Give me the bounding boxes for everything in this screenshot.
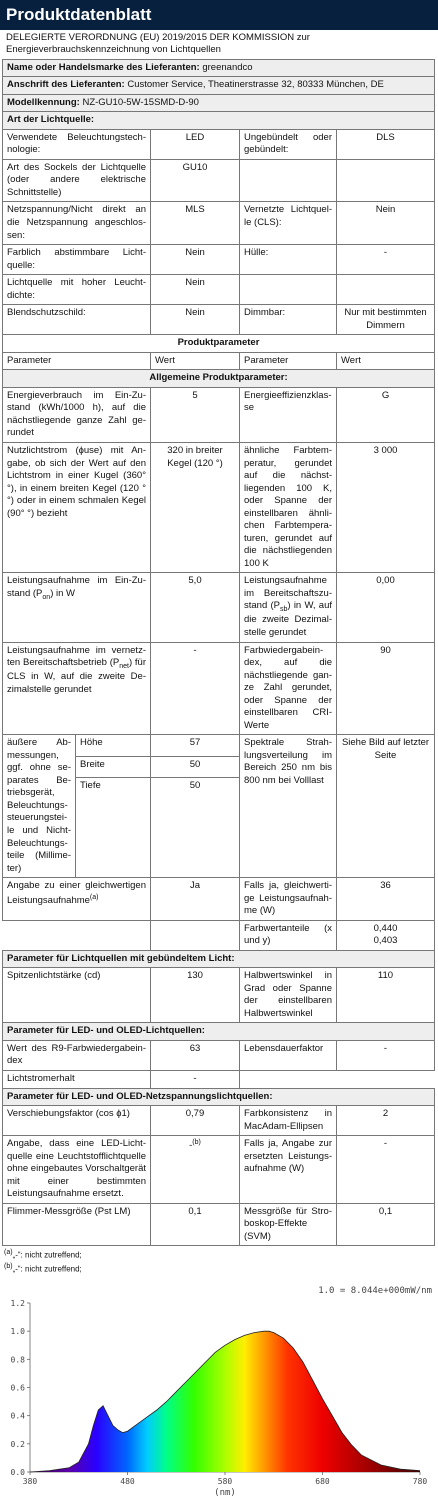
peak-intensity-label: Spitzenlichtstärke (cd) bbox=[3, 968, 151, 1023]
equivalent-watt-label: Falls ja, gleichwertige Leistungsaufnahme (W) bbox=[240, 878, 337, 921]
type-row bbox=[3, 245, 435, 275]
dimensions-label: äußere Abmessungen, ggf. ohne separates Betriebsgerät, Beleuchtungssteuerungsteile und Nicht-Beleuchtungsteile (Millimeter) bbox=[3, 735, 76, 878]
flicker-label: Flimmer-Messgröße (Pst LM) bbox=[3, 1203, 151, 1246]
page-title: Produktdatenblatt bbox=[0, 0, 438, 30]
regulation-line-1: DELEGIERTE VERORDNUNG (EU) 2019/2015 DER KOMMISSION zur bbox=[6, 32, 310, 43]
column-header-value-right: Wert bbox=[337, 352, 435, 370]
energy-row bbox=[3, 387, 435, 442]
dimension-height-value: 57 bbox=[151, 735, 240, 756]
type-section-header bbox=[3, 112, 435, 130]
column-header-value: Wert bbox=[151, 352, 240, 370]
led-section-header bbox=[3, 1023, 435, 1041]
spectrum-value: Siehe Bild auf letzter Seite bbox=[337, 735, 435, 878]
macadam-value: 2 bbox=[337, 1106, 435, 1136]
chromaticity-x: 0,440 bbox=[373, 922, 398, 934]
x-tick-label: 580 bbox=[217, 1477, 233, 1486]
type-section-title: Art der Lichtquelle: bbox=[3, 112, 435, 130]
x-tick-label: 380 bbox=[22, 1477, 38, 1486]
column-header-param: Parameter bbox=[3, 352, 151, 370]
footnotes bbox=[0, 1246, 438, 1277]
network-standby-subscript: net bbox=[119, 662, 129, 670]
product-section-title: Produktparameter bbox=[3, 335, 435, 353]
type-row bbox=[3, 305, 435, 335]
type-param-right: Ungebündelt oder gebündelt: bbox=[240, 129, 337, 159]
energy-class-label: Energieeffizienzklasse bbox=[240, 387, 337, 442]
type-param-right bbox=[240, 159, 337, 202]
on-power-row bbox=[3, 573, 435, 642]
lumen-maintenance-value: - bbox=[151, 1071, 240, 1089]
dimension-height-label: Höhe bbox=[76, 735, 151, 756]
model-value: NZ-GU10-5W-15SMD-D-90 bbox=[82, 96, 199, 108]
type-param-left: Blendschutzschild: bbox=[3, 305, 151, 335]
footnote-a-mark: (a) bbox=[4, 1249, 13, 1257]
network-standby-value: - bbox=[151, 642, 240, 735]
directional-section-header bbox=[3, 950, 435, 968]
replaced-power-label: Falls ja, Angabe zur ersetzten Leistungsaufnahme (W) bbox=[240, 1136, 337, 1204]
type-param-left: Art des Sockels der Lichtquelle (oder andere elektrische Schnittstelle) bbox=[3, 159, 151, 202]
chromaticity-row bbox=[3, 920, 435, 950]
network-power-row bbox=[3, 642, 435, 735]
directional-section-title: Parameter für Lichtquellen mit gebündeltem Licht: bbox=[3, 950, 435, 968]
lumen-maintenance-label: Lichtstromerhalt bbox=[3, 1071, 151, 1089]
r9-value: 63 bbox=[151, 1040, 240, 1070]
energy-consumption-value: 5 bbox=[151, 387, 240, 442]
cri-value: 90 bbox=[337, 642, 435, 735]
empty-cell bbox=[151, 920, 240, 950]
x-tick-label: 780 bbox=[412, 1477, 428, 1486]
color-temperature-value: 3 000 bbox=[337, 442, 435, 572]
y-tick-label: 0.8 bbox=[10, 1355, 25, 1365]
type-row bbox=[3, 129, 435, 159]
empty-cell bbox=[3, 920, 151, 950]
supplier-address-cell bbox=[3, 77, 435, 95]
y-tick-label: 0.0 bbox=[10, 1468, 25, 1477]
chromaticity-values bbox=[337, 920, 435, 950]
chromaticity-label: Farbwertanteile (x und y) bbox=[240, 920, 337, 950]
r9-label: Wert des R9-Farbwiedergabeindex bbox=[3, 1040, 151, 1070]
dimension-depth-label: Tiefe bbox=[76, 778, 151, 878]
spectrum-chart-svg bbox=[0, 1281, 438, 1498]
lifetime-factor-label: Lebensdauerfaktor bbox=[240, 1040, 337, 1070]
stroboscopic-label: Messgröße für Stroboskop-Effekte (SVM) bbox=[240, 1203, 337, 1246]
type-value-right: Nein bbox=[337, 202, 435, 245]
on-power-subscript: on bbox=[42, 593, 51, 601]
type-row bbox=[3, 159, 435, 202]
equivalent-power-row bbox=[3, 878, 435, 921]
type-param-left: Farblich abstimmbare Lichtquelle: bbox=[3, 245, 151, 275]
spectrum-area bbox=[30, 1331, 420, 1472]
flux-row bbox=[3, 442, 435, 572]
luminous-flux-value: 320 in breiter Kegel (120 °) bbox=[151, 442, 240, 572]
standby-power-label bbox=[240, 573, 337, 642]
type-value-right: Nur mit bestimmten Dimmern bbox=[337, 305, 435, 335]
supplier-address-label: Anschrift des Lieferanten: bbox=[7, 79, 125, 91]
model-row bbox=[3, 94, 435, 112]
supplier-address-value: Customer Service, Theatinerstrasse 32, 80333 München, DE bbox=[127, 79, 384, 91]
supplier-brand-value: greenandco bbox=[202, 61, 253, 73]
supplier-brand-label: Name oder Handelsmarke des Lieferanten: bbox=[7, 61, 200, 73]
footnote-a-text: „-“: nicht zutreffend; bbox=[12, 1251, 82, 1261]
model-label: Modellkennung: bbox=[7, 96, 80, 108]
on-power-label-tail: ) in W bbox=[50, 587, 75, 599]
y-tick-label: 1.0 bbox=[10, 1327, 25, 1337]
type-param-right: Vernetzte Lichtquelle (CLS): bbox=[240, 202, 337, 245]
flicker-value: 0,1 bbox=[151, 1203, 240, 1246]
footnote-b-text: „-“: nicht zutreffend; bbox=[12, 1264, 82, 1274]
regulation-line-2: Energieverbrauchskennzeichnung von Lichtquellen bbox=[6, 44, 221, 56]
type-value-left: GU10 bbox=[151, 159, 240, 202]
chart-scale-note: 1.0 = 8.044e+000mW/nm bbox=[318, 1286, 432, 1296]
column-header-param-right: Parameter bbox=[240, 352, 337, 370]
footnote-b-mark: (b) bbox=[4, 1263, 13, 1271]
replacement-label: Angabe, dass eine LED-Lichtquelle eine Leuchtstofflichtquelle ohne eingebautes Vorschaltgerät mit einer bestimmten Leistungsaufnahme ersetzt. bbox=[3, 1136, 151, 1204]
r9-row bbox=[3, 1040, 435, 1070]
dimension-width-label: Breite bbox=[76, 756, 151, 777]
equivalent-power-label-text: Angabe zu einer gleichwertigen Leistungsaufnahme bbox=[7, 880, 146, 906]
model-cell bbox=[3, 94, 435, 112]
color-temperature-label: ähnliche Farbtemperatur, gerundet auf die nächstliegenden 100 K, oder Spanne der einstellbaren ähnlichen Farbtemperaturen, gerundet auf die nächstliegenden 100 K bbox=[240, 442, 337, 572]
type-value-right bbox=[337, 275, 435, 305]
x-axis-title: (nm) bbox=[214, 1488, 236, 1498]
directional-row bbox=[3, 968, 435, 1023]
footnote-a bbox=[4, 1248, 434, 1262]
type-param-right: Hülle: bbox=[240, 245, 337, 275]
beam-angle-label: Halbwertswinkel in Grad oder Spanne der einstellbaren Halbwertswinkel bbox=[240, 968, 337, 1023]
luminous-flux-label: Nutzlichtstrom (ɸuse) mit Angabe, ob sich der Wert auf den Lichtstrom in einer Kugel (360° °), in einem breiten Kegel (120 °°) oder in einem schmalen Kegel (90° °) bezieht bbox=[3, 442, 151, 572]
on-power-label bbox=[3, 573, 151, 642]
y-tick-label: 0.4 bbox=[10, 1411, 25, 1421]
equivalent-power-footnote-mark: (a) bbox=[89, 893, 99, 901]
supplier-brand-row bbox=[3, 59, 435, 77]
standby-power-label-tail: ) in W, auf die zweite Dezimalstelle gerundet bbox=[244, 600, 332, 638]
type-value-right: DLS bbox=[337, 129, 435, 159]
replacement-value-text: - bbox=[189, 1140, 193, 1152]
power-factor-row bbox=[3, 1106, 435, 1136]
footnote-b bbox=[4, 1262, 434, 1276]
flicker-row bbox=[3, 1203, 435, 1246]
standby-power-value: 0,00 bbox=[337, 573, 435, 642]
on-power-value: 5,0 bbox=[151, 573, 240, 642]
y-tick-label: 1.2 bbox=[10, 1299, 25, 1308]
type-value-left: LED bbox=[151, 129, 240, 159]
type-row bbox=[3, 202, 435, 245]
energy-consumption-label: Energieverbrauch im Ein-Zustand (kWh/1000 h), auf die nächstliegende ganze Zahl gerundet bbox=[3, 387, 151, 442]
replacement-row bbox=[3, 1136, 435, 1204]
network-standby-label-text: Leistungsaufnahme im vernetzten Bereitschaftsbetrieb (P bbox=[7, 644, 146, 669]
led-section-title: Parameter für LED- und OLED-Lichtquellen: bbox=[3, 1023, 435, 1041]
dimension-width-value: 50 bbox=[151, 756, 240, 777]
network-standby-label bbox=[3, 642, 151, 735]
empty-cell bbox=[240, 1071, 435, 1089]
stroboscopic-value: 0,1 bbox=[337, 1203, 435, 1246]
equivalent-power-value: Ja bbox=[151, 878, 240, 921]
type-param-left: Verwendete Beleuchtungstechnologie: bbox=[3, 129, 151, 159]
equivalent-watt-value: 36 bbox=[337, 878, 435, 921]
type-value-right bbox=[337, 159, 435, 202]
replacement-footnote-mark: (b) bbox=[192, 1139, 201, 1147]
general-section-header bbox=[3, 370, 435, 388]
column-header-row bbox=[3, 352, 435, 370]
network-standby-label-tail: ) für CLS in W, auf die zweite Dezimalstelle gerundet bbox=[7, 657, 146, 695]
regulation-text bbox=[0, 30, 438, 59]
general-section-title: Allgemeine Produktparameter: bbox=[3, 370, 435, 388]
supplier-brand-cell bbox=[3, 59, 435, 77]
mains-section-title: Parameter für LED- und OLED-Netzspannungslichtquellen: bbox=[3, 1088, 435, 1106]
type-value-left: Nein bbox=[151, 275, 240, 305]
replacement-value bbox=[151, 1136, 240, 1204]
datasheet-table bbox=[2, 59, 435, 1247]
type-param-left: Netzspannung/Nicht direkt an die Netzspannung angeschlossen: bbox=[3, 202, 151, 245]
y-tick-label: 0.2 bbox=[10, 1439, 25, 1449]
power-factor-value: 0,79 bbox=[151, 1106, 240, 1136]
x-tick-label: 480 bbox=[120, 1477, 135, 1486]
beam-angle-value: 110 bbox=[337, 968, 435, 1023]
product-section-header bbox=[3, 335, 435, 353]
mains-section-header bbox=[3, 1088, 435, 1106]
type-value-right: - bbox=[337, 245, 435, 275]
type-row bbox=[3, 275, 435, 305]
type-value-left: Nein bbox=[151, 305, 240, 335]
spectrum-chart bbox=[0, 1281, 438, 1498]
standby-power-label-text: Leistungsaufnahme im Bereitschaftszustand (P bbox=[244, 575, 332, 612]
energy-class-value: G bbox=[337, 387, 435, 442]
lumen-maintenance-row bbox=[3, 1071, 435, 1089]
on-power-label-text: Leistungsaufnahme im Ein-Zustand (P bbox=[7, 575, 146, 599]
type-param-right bbox=[240, 275, 337, 305]
type-value-left: Nein bbox=[151, 245, 240, 275]
chromaticity-y: 0,403 bbox=[373, 935, 398, 947]
cri-label: Farbwiedergabeindex, auf die nächstliegende ganze Zahl gerundet, oder Spanne der einstellbaren CRI-Werte bbox=[240, 642, 337, 735]
type-param-right: Dimmbar: bbox=[240, 305, 337, 335]
x-tick-label: 680 bbox=[315, 1477, 330, 1486]
power-factor-label: Verschiebungsfaktor (cos ɸ1) bbox=[3, 1106, 151, 1136]
peak-intensity-value: 130 bbox=[151, 968, 240, 1023]
supplier-address-row bbox=[3, 77, 435, 95]
y-tick-label: 0.6 bbox=[10, 1383, 25, 1393]
spectrum-label: Spektrale Strahlungsverteilung im Bereich 250 nm bis 800 nm bei Volllast bbox=[240, 735, 337, 878]
dimension-depth-value: 50 bbox=[151, 778, 240, 878]
replaced-power-value: - bbox=[337, 1136, 435, 1204]
macadam-label: Farbkonsistenz in MacAdam-Ellipsen bbox=[240, 1106, 337, 1136]
equivalent-power-label bbox=[3, 878, 151, 921]
dimensions-row bbox=[3, 735, 435, 756]
type-param-left: Lichtquelle mit hoher Leuchtdichte: bbox=[3, 275, 151, 305]
lifetime-factor-value: - bbox=[337, 1040, 435, 1070]
type-value-left: MLS bbox=[151, 202, 240, 245]
standby-power-subscript: sb bbox=[280, 606, 288, 614]
